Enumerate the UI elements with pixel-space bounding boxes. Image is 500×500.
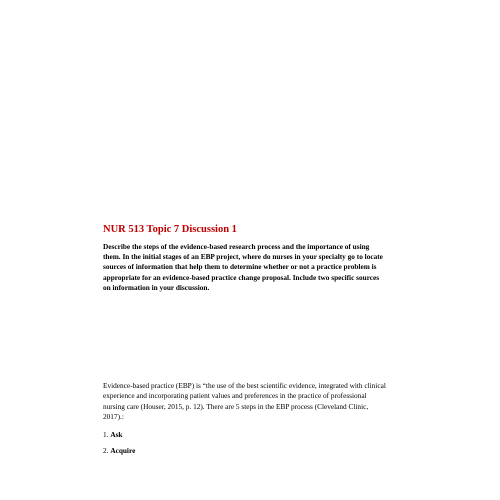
body-line: nursing care (Houser, 2015, p. 12). There are 5 steps in the EBP process (Cleveland Clinic,: [103, 401, 369, 411]
step-label: Acquire: [110, 446, 136, 455]
step-number: 2.: [103, 446, 109, 455]
body-line: Evidence-based practice (EBP) is “the use of the best scientific evidence, integrated with clinical: [103, 381, 386, 390]
discussion-prompt: [103, 242, 403, 293]
prompt-line: them. In the initial stages of an EBP project, where do nurses in your specialty go to locate: [103, 252, 383, 262]
prompt-line: appropriate for an evidence-based practice change proposal. Include two specific sources: [103, 272, 380, 282]
body-line: 2017).:: [103, 412, 124, 422]
body-paragraph: [103, 381, 403, 423]
prompt-line: sources of information that help them to determine whether or not a practice problem is: [103, 262, 377, 272]
document-title: NUR 513 Topic 7 Discussion 1: [103, 224, 237, 235]
step-item: [103, 430, 122, 439]
prompt-line: Describe the steps of the evidence-based research process and the importance of using: [103, 242, 370, 251]
step-number: 1.: [103, 430, 109, 439]
body-line: experience and incorporating patient values and preferences in the practice of professional: [103, 391, 367, 401]
step-label: Ask: [110, 430, 123, 439]
prompt-line: on information in your discussion.: [103, 282, 210, 292]
step-item: [103, 446, 135, 455]
